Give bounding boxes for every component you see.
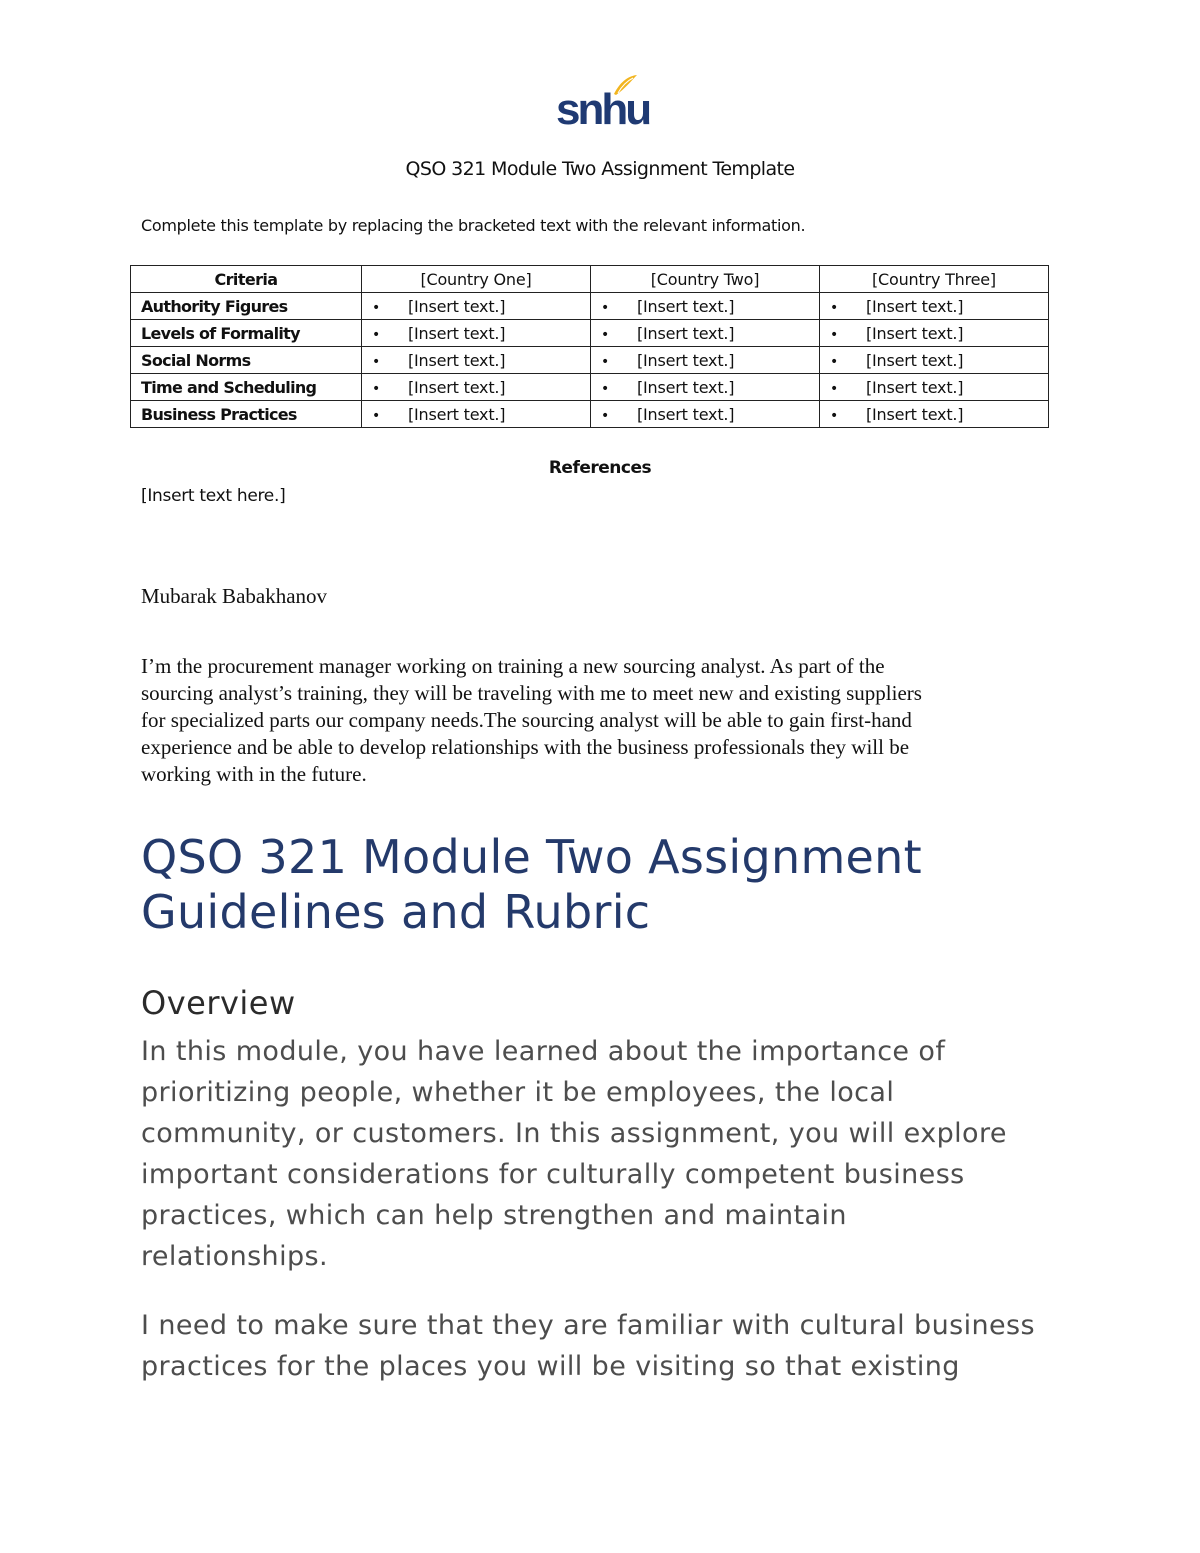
table-cell[interactable] <box>820 293 1049 320</box>
guidelines-title-line: QSO 321 Module Two Assignment <box>141 830 922 884</box>
cell-text: [Insert text.] <box>866 296 964 316</box>
intro-line: for specialized parts our company needs.The sourcing analyst will be able to gain first-hand <box>141 708 912 732</box>
bullet-icon: • <box>830 353 839 370</box>
bullet-icon: • <box>830 299 839 316</box>
cell-text: [Insert text.] <box>637 323 735 343</box>
header-country-three: [Country Three] <box>820 266 1049 293</box>
row-label: Time and Scheduling <box>131 374 362 401</box>
bullet-icon: • <box>830 407 839 424</box>
table-cell[interactable] <box>820 347 1049 374</box>
table-cell[interactable] <box>591 293 820 320</box>
intro-line: experience and be able to develop relationships with the business professionals they will be <box>141 735 910 759</box>
logo-wordmark: snhu <box>556 85 650 134</box>
overview-line: community, or customers. In this assignment, you will explore <box>141 1118 1007 1149</box>
bullet-icon: • <box>601 299 610 316</box>
cell-text: [Insert text.] <box>866 404 964 424</box>
intro-paragraph <box>141 653 1061 788</box>
cell-text: [Insert text.] <box>637 296 735 316</box>
cell-text: [Insert text.] <box>866 350 964 370</box>
bullet-icon: • <box>372 299 381 316</box>
instructions-text: Complete this template by replacing the bracketed text with the relevant information. <box>141 216 806 235</box>
table-header-row <box>131 266 1049 293</box>
table-cell[interactable] <box>362 347 591 374</box>
overview-line: In this module, you have learned about the importance of <box>141 1036 946 1067</box>
row-label: Social Norms <box>131 347 362 374</box>
cell-text: [Insert text.] <box>408 323 506 343</box>
row-label: Authority Figures <box>131 293 362 320</box>
cell-text: [Insert text.] <box>408 404 506 424</box>
table-cell[interactable] <box>820 374 1049 401</box>
cell-text: [Insert text.] <box>866 323 964 343</box>
table-row <box>131 401 1049 428</box>
table-cell[interactable] <box>820 320 1049 347</box>
bullet-icon: • <box>601 326 610 343</box>
cell-text: [Insert text.] <box>408 377 506 397</box>
bullet-icon: • <box>601 380 610 397</box>
snhu-logo <box>554 74 650 134</box>
intro-line: sourcing analyst’s training, they will be traveling with me to meet new and existing suppliers <box>141 681 922 705</box>
table-cell[interactable] <box>362 320 591 347</box>
references-text: [Insert text here.] <box>141 486 286 506</box>
row-label: Levels of Formality <box>131 320 362 347</box>
cell-text: [Insert text.] <box>637 350 735 370</box>
need-line: practices for the places you will be visiting so that existing <box>141 1351 960 1382</box>
guidelines-title-line: Guidelines and Rubric <box>141 885 651 939</box>
overview-paragraph <box>141 1031 1007 1277</box>
references-heading: References <box>548 458 652 478</box>
table-cell[interactable] <box>362 401 591 428</box>
criteria-table <box>130 265 1049 428</box>
bullet-icon: • <box>601 407 610 424</box>
table-row <box>131 347 1049 374</box>
author-name: Mubarak Babakhanov <box>141 584 328 608</box>
bullet-icon: • <box>372 326 381 343</box>
table-cell[interactable] <box>362 293 591 320</box>
cell-text: [Insert text.] <box>866 377 964 397</box>
table-row <box>131 374 1049 401</box>
overview-line: practices, which can help strengthen and maintain <box>141 1200 847 1231</box>
row-label: Business Practices <box>131 401 362 428</box>
overview-line: prioritizing people, whether it be employees, the local <box>141 1077 895 1108</box>
table-cell[interactable] <box>820 401 1049 428</box>
guidelines-title <box>141 830 922 940</box>
header-criteria: Criteria <box>131 266 362 293</box>
cell-text: [Insert text.] <box>637 404 735 424</box>
bullet-icon: • <box>830 326 839 343</box>
table-cell[interactable] <box>591 401 820 428</box>
cell-text: [Insert text.] <box>408 350 506 370</box>
bullet-icon: • <box>830 380 839 397</box>
overview-line: relationships. <box>141 1241 328 1272</box>
header-country-two: [Country Two] <box>591 266 820 293</box>
table-cell[interactable] <box>591 374 820 401</box>
need-paragraph <box>141 1305 1035 1387</box>
overview-heading: Overview <box>141 984 296 1022</box>
need-line: I need to make sure that they are familiar with cultural business <box>141 1310 1035 1341</box>
cell-text: [Insert text.] <box>408 296 506 316</box>
template-title: QSO 321 Module Two Assignment Template <box>405 158 795 180</box>
intro-line: I’m the procurement manager working on training a new sourcing analyst. As part of the <box>141 654 885 678</box>
overview-line: important considerations for culturally competent business <box>141 1159 965 1190</box>
header-country-one: [Country One] <box>362 266 591 293</box>
intro-line: working with in the future. <box>141 762 367 786</box>
table-row <box>131 320 1049 347</box>
bullet-icon: • <box>601 353 610 370</box>
bullet-icon: • <box>372 380 381 397</box>
cell-text: [Insert text.] <box>637 377 735 397</box>
bullet-icon: • <box>372 353 381 370</box>
table-row <box>131 293 1049 320</box>
bullet-icon: • <box>372 407 381 424</box>
table-cell[interactable] <box>362 374 591 401</box>
table-cell[interactable] <box>591 320 820 347</box>
table-cell[interactable] <box>591 347 820 374</box>
